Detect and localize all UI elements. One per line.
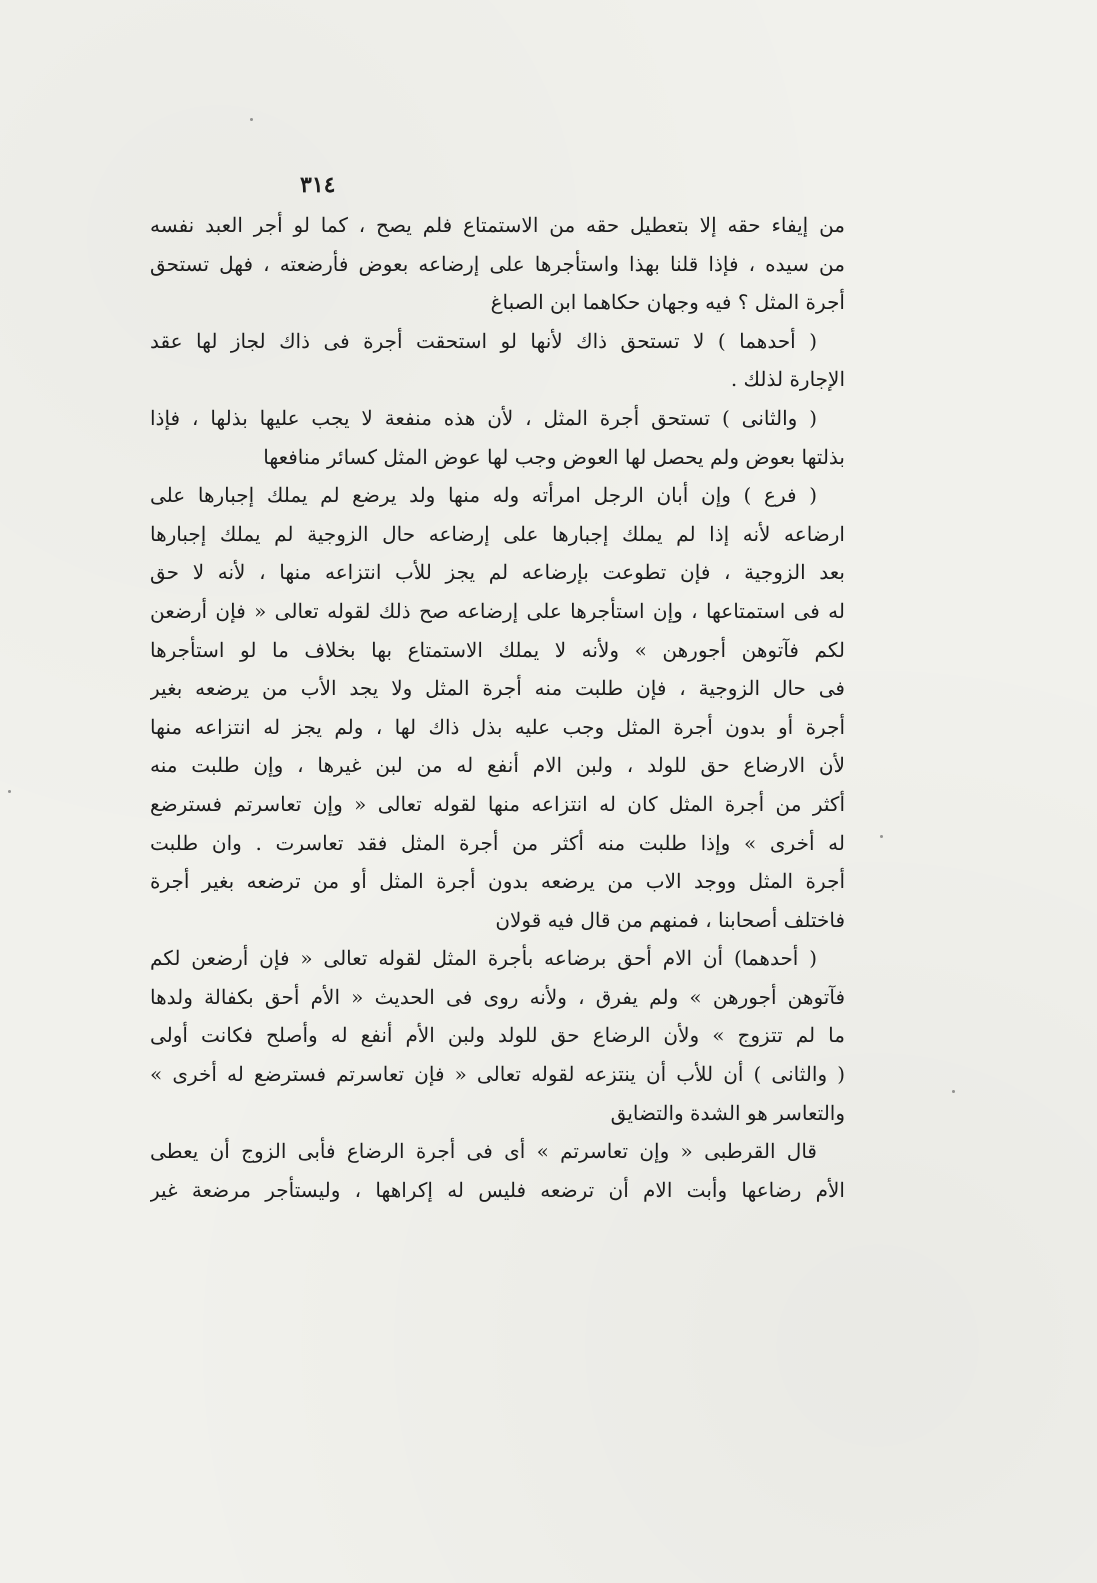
body-text bbox=[150, 206, 845, 1209]
text-line: والتعاسر هو الشدة والتضايق bbox=[610, 1100, 845, 1125]
text-line: الإجارة لذلك . bbox=[730, 367, 845, 392]
text-line: قال القرطبى « وإن تعاسرتم » أى فى أجرة الرضاع فأبى الزوج أن يعطى bbox=[150, 1139, 817, 1164]
text-line: أجرة المثل ووجد الاب من يرضعه بدون أجرة المثل أو من ترضعه بغير أجرة bbox=[150, 869, 845, 894]
text-line: أجرة أو بدون أجرة المثل وجب عليه بذل ذاك لها ، ولم يجز له انتزاعه منها bbox=[150, 714, 845, 739]
text-line: من إيفاء حقه إلا بتعطيل حقه من الاستمتاع فلم يصح ، كما لو أجر العبد نفسه bbox=[150, 213, 845, 237]
margin-speck bbox=[250, 118, 253, 121]
text-line: بعد الزوجية ، فإن تطوعت بإرضاعه لم يجز للأب انتزاعه منها ، لأنه لا حق bbox=[150, 560, 845, 585]
text-line: ( والثانى ) تستحق أجرة المثل ، لأن هذه منفعة لا يجب عليها بذلها ، فإذا bbox=[150, 405, 817, 430]
text-line: لأن الارضاع حق للولد ، ولبن الام أنفع له من لبن غيرها ، وإن طلبت منه bbox=[150, 753, 845, 778]
text-line: بذلتها بعوض ولم يحصل لها العوض وجب لها عوض المثل كسائر منافعها bbox=[263, 444, 845, 469]
margin-speck bbox=[8, 790, 11, 793]
text-line: ارضاعه لأنه إذا لم يملك إجبارها على إرضاعه حال الزوجية لم يملك إجبارها bbox=[150, 521, 845, 546]
text-line: ( أحدهما) أن الام أحق برضاعه بأجرة المثل لقوله تعالى « فإن أرضعن لكم bbox=[150, 946, 817, 971]
text-line: ( والثانى ) أن للأب أن ينتزعه لقوله تعالى « فإن تعاسرتم فسترضع له أخرى » bbox=[150, 1062, 845, 1087]
text-line: له أخرى » وإذا طلبت منه أكثر من أجرة المثل فقد تعاسرت . وان طلبت bbox=[150, 830, 845, 855]
text-line: الأم رضاعها وأبت الام أن ترضعه فليس له إكراهها ، وليستأجر مرضعة غير bbox=[150, 1177, 845, 1202]
text-line: أكثر من أجرة المثل كان له انتزاعه منها لقوله تعالى « وإن تعاسرتم فسترضع bbox=[150, 791, 845, 816]
text-line: ( أحدهما ) لا تستحق ذاك لأنها لو استحقت أجرة فى ذاك لجاز لها عقد bbox=[150, 328, 817, 353]
text-line: ما لم تتزوج » ولأن الرضاع حق للولد ولبن الأم أنفع له وأصلح فكانت أولى bbox=[150, 1023, 845, 1048]
text-line: لكم فآتوهن أجورهن » ولأنه لا يملك الاستمتاع بها بخلاف ما لو استأجرها bbox=[150, 637, 845, 662]
text-line: أجرة المثل ؟ فيه وجهان حكاهما ابن الصباغ bbox=[490, 290, 845, 315]
text-line: فآتوهن أجورهن » ولم يفرق ، ولأنه روى فى الحديث « الأم أحق بكفالة ولدها bbox=[150, 984, 845, 1009]
text-line: له فى استمتاعها ، وإن استأجرها على إرضاعه صح ذلك لقوله تعالى « فإن أرضعن bbox=[150, 598, 845, 623]
text-line: فاختلف أصحابنا ، فمنهم من قال فيه قولان bbox=[495, 907, 845, 932]
margin-speck bbox=[880, 835, 883, 838]
text-line: ( فرع ) وإن أبان الرجل امرأته وله منها ولد يرضع لم يملك إجبارها على bbox=[150, 483, 817, 508]
margin-speck bbox=[952, 1090, 955, 1093]
text-line: من سيده ، فإذا قلنا بهذا واستأجرها على إرضاعه بعوض فأرضعته ، فهل تستحق bbox=[150, 251, 845, 276]
text-line: فى حال الزوجية ، فإن طلبت منه أجرة المثل ولا يجد الأب من يرضعه بغير bbox=[150, 676, 845, 701]
page-number: ٣١٤ bbox=[300, 172, 336, 198]
